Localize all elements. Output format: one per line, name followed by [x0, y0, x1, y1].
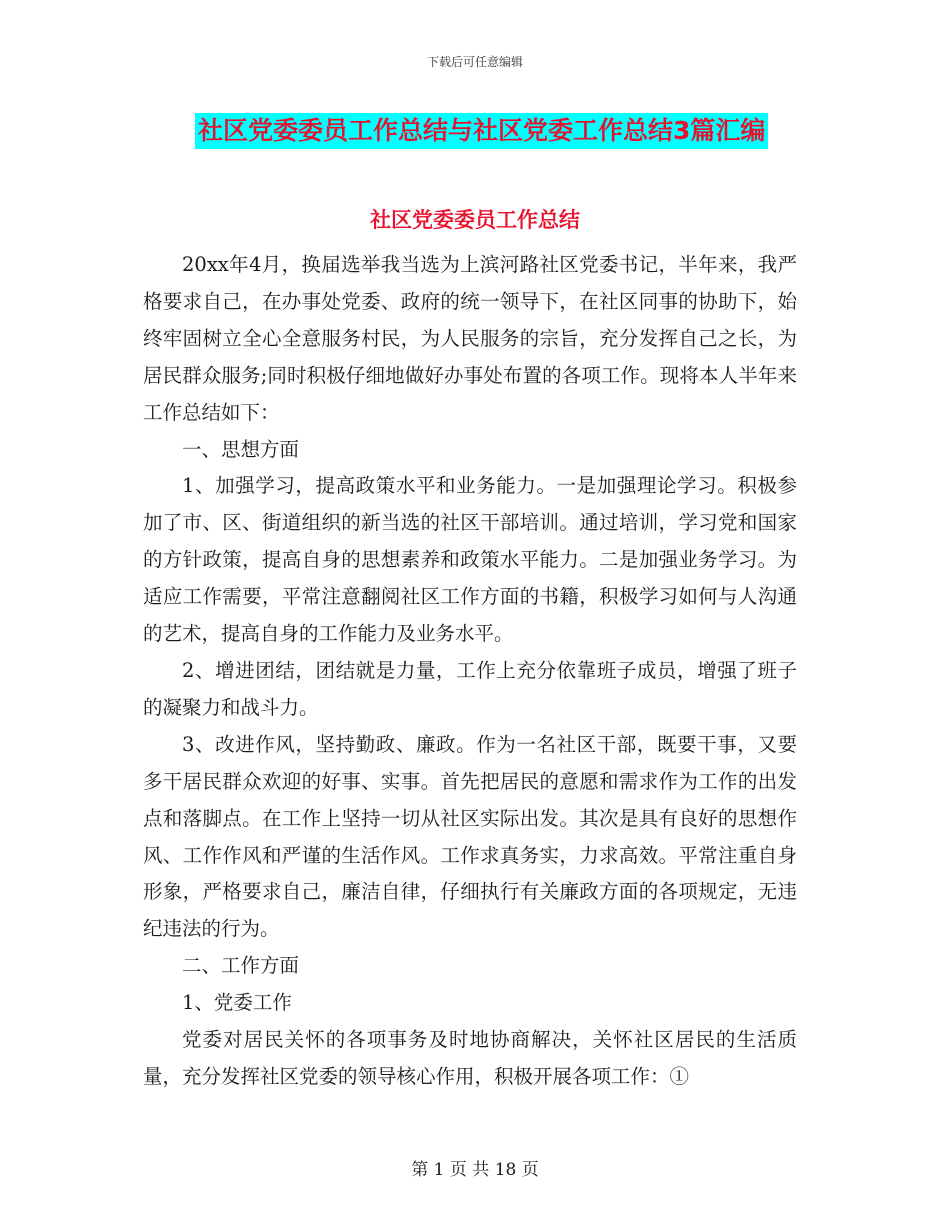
page-header-note: 下载后可任意编辑 [426, 55, 523, 69]
paragraph: 20xx年4月，换届选举我当选为上滨河路社区党委书记，半年来，我严格要求自己，在办事处党委、政府的统一领导下，在社区同事的协助下，始终牢固树立全心全意服务村民，为人民服务的宗旨，充分发挥自己之长，为居民群众服务;同时积极仔细地做好办事处布置的各项工作。现将本人半年来工作总结如下： [143, 253, 797, 424]
paragraph: 1、党委工作 [182, 991, 292, 1015]
body-text [143, 247, 797, 1096]
paragraph: 党委对居民关怀的各项事务及时地协商解决，关怀社区居民的生活质量，充分发挥社区党委的领导核心作用，积极开展各项工作：① [143, 1028, 797, 1088]
section-heading: 社区党委委员工作总结 [370, 208, 580, 232]
page-footer: 第 1 页 共 18 页 [411, 1160, 539, 1180]
paragraph: 二、工作方面 [182, 954, 300, 978]
paragraph: 2、增进团结，团结就是力量，工作上充分依靠班子成员，增强了班子的凝聚力和战斗力。 [143, 658, 797, 719]
document-title: 社区党委委员工作总结与社区党委工作总结3篇汇编 [195, 113, 768, 149]
paragraph: 一、思想方面 [182, 437, 300, 461]
paragraph: 3、改进作风，坚持勤政、廉政。作为一名社区干部，既要干事，又要多干居民群众欢迎的好事、实事。首先把居民的意愿和需求作为工作的出发点和落脚点。在工作上坚持一切从社区实际出发。其次是具有良好的思想作风、工作作风和严谨的生活作风。工作求真务实，力求高效。平常注重自身形象，严格要求自己，廉洁自律，仔细执行有关廉政方面的各项规定，无违纪违法的行为。 [143, 732, 797, 941]
paragraph: 1、加强学习，提高政策水平和业务能力。一是加强理论学习。积极参加了市、区、街道组织的新当选的社区干部培训。通过培训，学习党和国家的方针政策，提高自身的思想素养和政策水平能力。二是加强业务学习。为适应工作需要，平常注意翻阅社区工作方面的书籍，积极学习如何与人沟通的艺术，提高自身的工作能力及业务水平。 [143, 474, 797, 646]
